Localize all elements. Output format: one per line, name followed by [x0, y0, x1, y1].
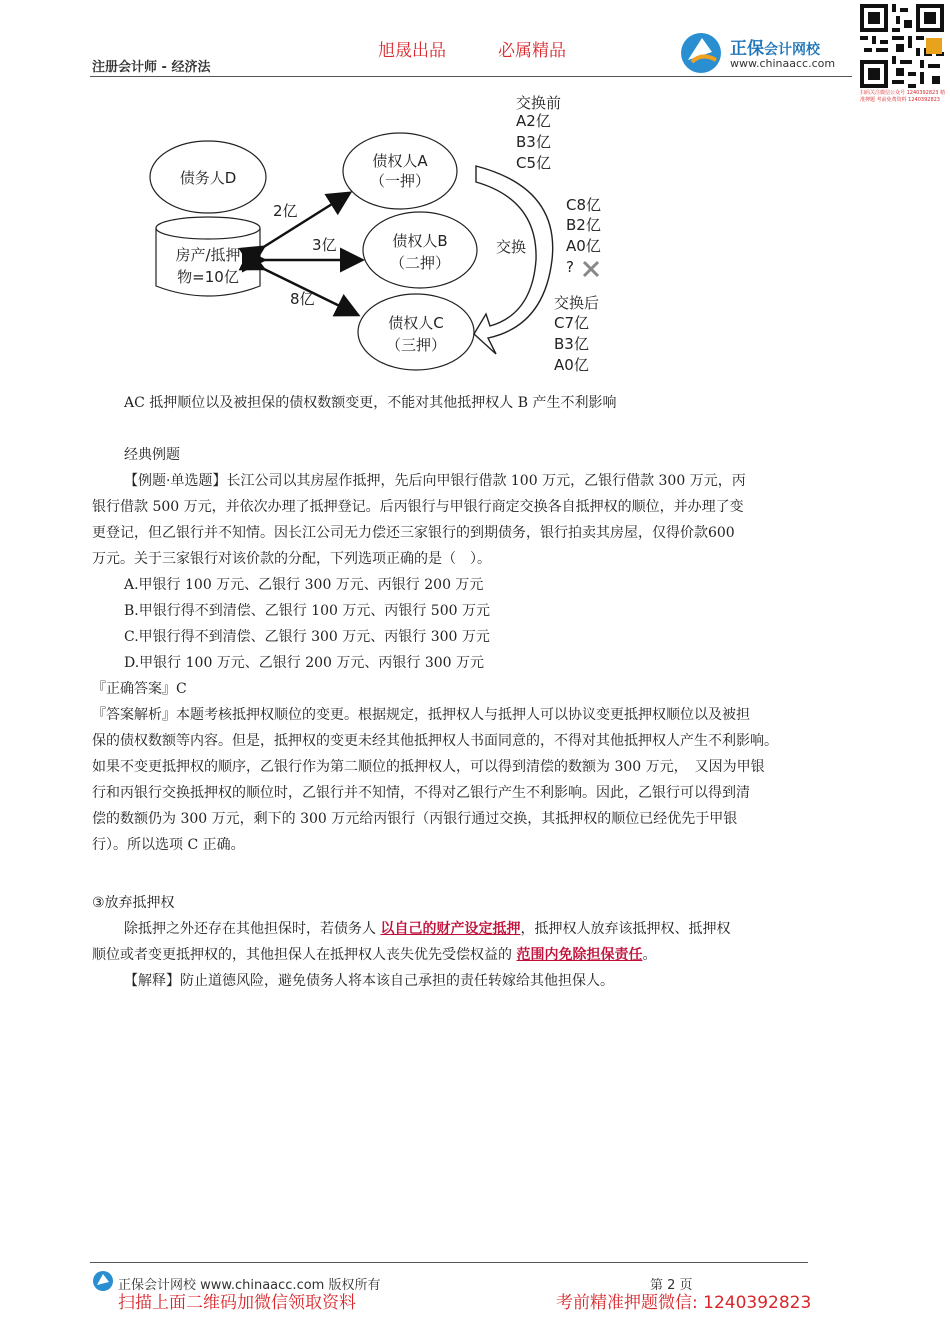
course-title: 注册会计师 - 经济法: [92, 60, 211, 75]
underline-term: 范围内免除担保责任: [516, 947, 643, 963]
creditor-c-label-1: 债权人C: [388, 314, 444, 332]
analysis-line: 行）。所以选项 C 正确。: [92, 837, 245, 853]
question-line: 【例题·单选题】长江公司以其房屋作抵押，先后向甲银行借款 100 万元，乙银行借款 300 万元，丙: [124, 473, 746, 489]
answer-line: 『正确答案』C: [92, 681, 187, 697]
after-line-2: B3亿: [554, 335, 589, 353]
creditor-a-node: [343, 133, 457, 209]
logo-icon: [678, 30, 728, 76]
footer-promo-left: 扫描上面二维码加微信领取资料: [118, 1293, 356, 1313]
footer-promo-right: 考前精准押题微信: 1240392823: [556, 1293, 812, 1313]
analysis-line: 保的债权数额等内容。但是，抵押权的变更未经其他抵押权人书面同意的，不得对其他抵押权人产生不利影响。: [92, 733, 778, 749]
analysis-line: 行和丙银行交换抵押权的顺位时，乙银行并不知情，不得对乙银行产生不利影响。因此，乙银行可以得到清: [92, 785, 750, 801]
slogan-right: 必属精品: [498, 41, 566, 61]
question-block: [92, 468, 872, 858]
creditor-b-node: [363, 212, 477, 288]
debtor-label: 债务人D: [179, 169, 237, 187]
amount-c-label: 8亿: [290, 290, 315, 308]
logo-url: www.chinaacc.com: [730, 57, 836, 70]
analysis-line: 如果不变更抵押权的顺序，乙银行作为第二顺位的抵押权人，可以得到清偿的数额为 300 万元， 又因为甲银: [92, 759, 765, 775]
footer-divider: [90, 1262, 808, 1263]
qr-code-icon: [860, 4, 944, 88]
before-line-3: C5亿: [516, 154, 552, 172]
mid-line-4: ?: [566, 258, 574, 276]
creditor-a-label-2: （一押）: [369, 172, 431, 190]
mid-line-1: C8亿: [566, 196, 602, 214]
page-number: 第 2 页: [650, 1278, 693, 1293]
creditor-b-label-2: （二押）: [389, 254, 451, 272]
after-title: 交换后: [554, 294, 600, 312]
exchange-arrow: [474, 166, 553, 354]
footer-logo-icon: [92, 1270, 114, 1292]
section-title: 经典例题: [124, 447, 180, 463]
property-label-2: 物=10亿: [177, 268, 239, 286]
cross-icon: [584, 262, 598, 276]
mid-line-3: A0亿: [566, 237, 601, 255]
option-c: C.甲银行得不到清偿、乙银行 300 万元、丙银行 300 万元: [124, 629, 490, 645]
after-line-1: C7亿: [554, 314, 590, 332]
creditor-c-label-2: （三押）: [385, 336, 447, 354]
exchange-label: 交换: [496, 238, 527, 256]
creditor-b-label-1: 债权人B: [392, 232, 448, 250]
before-title: 交换前: [516, 94, 562, 112]
question-line: 万元。关于三家银行对该价款的分配，下列选项正确的是（ ）。: [92, 551, 491, 567]
waive-para-2: 顺位或者变更抵押权的，其他担保人在抵押权人丧失优先受偿权益的 范围内免除担保责任。: [92, 947, 657, 963]
analysis-line: 偿的数额仍为 300 万元，剩下的 300 万元给丙银行（丙银行通过交换，其抵押权的顺位已经优先于甲银: [92, 811, 738, 827]
qr-note: 扫码关注微信公众号 1240392823 精准押题 考前免费资料 1240392823: [860, 90, 945, 103]
question-line: 银行借款 500 万元，并依次办理了抵押登记。后丙银行与甲银行商定交换各自抵押权的顺位，并办理了变: [92, 499, 744, 515]
creditor-c-node: [358, 294, 474, 370]
slogan-left: 旭晟出品: [378, 41, 446, 61]
analysis-line: 『答案解析』本题考核抵押权顺位的变更。根据规定，抵押权人与抵押人可以协议变更抵押权顺位以及被担: [92, 707, 750, 723]
waive-section: [92, 890, 872, 994]
option-a: A.甲银行 100 万元、乙银行 300 万元、丙银行 200 万元: [124, 577, 484, 593]
property-label-1: 房产/抵押: [175, 246, 241, 264]
logo-name: 正保会计网校: [730, 39, 820, 59]
underline-term: 以自己的财产设定抵押: [380, 921, 521, 937]
mortgage-exchange-diagram: [140, 88, 660, 388]
option-b: B.甲银行得不到清偿、乙银行 100 万元、丙银行 500 万元: [124, 603, 490, 619]
waive-para-1: 除抵押之外还存在其他担保时，若债务人 以自己的财产设定抵押，抵押权人放弃该抵押权、抵押权: [124, 921, 731, 937]
conclusion-text: AC 抵押顺位以及被担保的债权数额变更，不能对其他抵押权人 B 产生不利影响: [124, 395, 617, 411]
header-divider: [90, 76, 852, 77]
amount-a-label: 2亿: [273, 202, 298, 220]
footer-copyright: 正保会计网校 www.chinaacc.com 版权所有: [118, 1278, 381, 1293]
option-d: D.甲银行 100 万元、乙银行 200 万元、丙银行 300 万元: [124, 655, 485, 671]
explain-text: 【解释】防止道德风险，避免债务人将本该自己承担的责任转嫁给其他担保人。: [124, 973, 614, 989]
after-line-3: A0亿: [554, 356, 589, 374]
amount-b-label: 3亿: [312, 236, 337, 254]
before-line-1: A2亿: [516, 112, 551, 130]
creditor-a-label-1: 债权人A: [372, 152, 428, 170]
mid-line-2: B2亿: [566, 216, 601, 234]
question-line: 更登记，但乙银行并不知情。因长江公司无力偿还三家银行的到期债务，银行拍卖其房屋，仅得价款600: [92, 525, 735, 541]
waive-title: ③放弃抵押权: [92, 895, 175, 911]
before-line-2: B3亿: [516, 133, 551, 151]
